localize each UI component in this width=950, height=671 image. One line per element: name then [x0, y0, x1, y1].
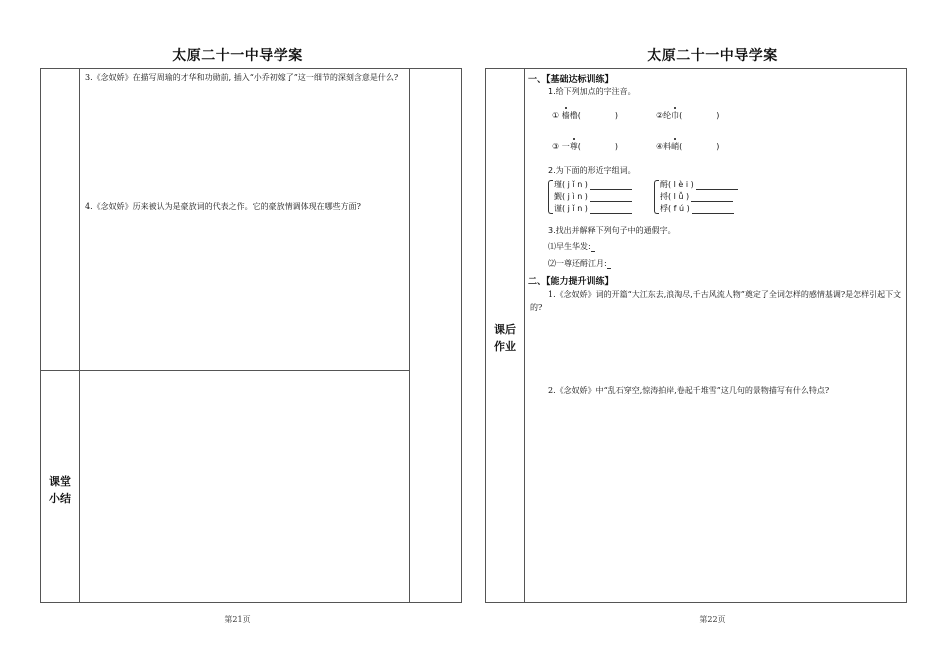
item-text: 料	[663, 142, 672, 151]
word-group-right	[654, 179, 738, 215]
page-title: 太原二十一中导学案	[172, 48, 303, 64]
left-table	[40, 68, 462, 603]
advanced-q1: 1.《念奴娇》词的开篇“大江东去,浪淘尽,千古风流人物”奠定了全词怎样的感情基调?是怎样引起下文的?	[530, 290, 902, 312]
word-row	[654, 191, 738, 203]
section-basic-heading: 一、【基础达标训练】	[528, 75, 614, 85]
word-char: 捋	[660, 192, 668, 201]
word-row	[548, 203, 632, 215]
word-char: 酹	[660, 180, 668, 189]
word-char: 谨	[554, 204, 562, 213]
word-pinyin: ( j ì n )	[562, 192, 588, 201]
item-text: ⑵一尊还酹江月:	[548, 259, 607, 268]
word-row	[548, 191, 632, 203]
section-advanced-heading: 二、【能力提升训练】	[528, 277, 614, 287]
item-text: (	[577, 142, 581, 151]
right-page	[475, 0, 950, 671]
word-pinyin: ( f ú )	[668, 204, 690, 213]
answer-blank[interactable]	[590, 205, 632, 214]
right-table	[485, 68, 907, 603]
answer-blank[interactable]	[696, 181, 738, 190]
pinyin-item-4	[656, 141, 719, 152]
basic-q2: 2.为下面的形近字组词。	[548, 166, 636, 175]
row-divider	[41, 370, 409, 371]
basic-q3: 3.找出并解释下列句子中的通假字。	[548, 226, 676, 235]
homework-label-line2: 作业	[494, 340, 516, 353]
word-pinyin: ( j ǐ n )	[562, 180, 588, 189]
label-column-divider	[524, 69, 525, 602]
page-number: 第21页	[224, 615, 251, 624]
basic-q1: 1.给下列加点的字注音。	[548, 87, 636, 96]
word-row	[654, 179, 738, 191]
dotted-char: 峭	[671, 142, 680, 151]
answer-blank[interactable]	[607, 261, 611, 269]
word-pinyin: ( l ǚ )	[668, 192, 690, 201]
answer-blank[interactable]	[691, 193, 733, 202]
page-number: 第22页	[699, 615, 726, 624]
homework-label	[486, 321, 524, 355]
word-char: 瑾	[554, 180, 562, 189]
summary-label-line1: 课堂	[49, 475, 71, 488]
item-close: )	[614, 111, 618, 120]
item-number: ④	[656, 142, 664, 151]
left-column-divider	[79, 69, 80, 602]
answer-blank[interactable]	[590, 193, 632, 202]
item-text: (	[679, 111, 683, 120]
word-group-left	[548, 179, 632, 215]
right-column-divider	[409, 69, 410, 602]
word-row	[654, 203, 738, 215]
dotted-char: 尊	[569, 142, 578, 151]
item-text: 一	[561, 142, 570, 151]
item-text: (	[679, 142, 683, 151]
item-close: )	[614, 142, 618, 151]
pinyin-item-3	[552, 141, 618, 152]
class-summary-label	[41, 473, 79, 507]
word-row	[548, 179, 632, 191]
word-pinyin: ( j ǐ n )	[562, 204, 588, 213]
pinyin-item-1	[552, 110, 618, 121]
dotted-char: 巾	[671, 111, 680, 120]
item-number: ③	[552, 142, 560, 151]
item-text: ⑴早生华发:	[548, 242, 591, 251]
item-close: )	[716, 111, 720, 120]
question-3: 3.《念奴娇》在描写周瑜的才华和功勋前, 插入“小乔初嫁了”这一细节的深刻含意是什么?	[85, 73, 399, 82]
answer-blank[interactable]	[591, 244, 595, 252]
answer-blank[interactable]	[590, 181, 632, 190]
advanced-q2: 2.《念奴娇》中“乱石穿空,惊涛拍岸,卷起千堆雪”这几句的景物描写有什么特点?	[548, 386, 830, 395]
answer-blank[interactable]	[692, 205, 734, 214]
item-number: ②	[656, 111, 664, 120]
item-text: 橹(	[569, 111, 581, 120]
page-title: 太原二十一中导学案	[647, 48, 778, 64]
summary-label-line2: 小结	[49, 492, 71, 505]
question-4: 4.《念奴娇》历来被认为是豪放词的代表之作。它的豪放情调体现在哪些方面?	[85, 202, 361, 211]
word-pinyin: ( l è i )	[668, 180, 694, 189]
item-close: )	[716, 142, 720, 151]
item-text: 纶	[663, 111, 672, 120]
word-char: 觐	[554, 192, 562, 201]
dotted-char: 樯	[561, 111, 570, 120]
basic-q3-item2	[548, 258, 611, 269]
item-number: ①	[552, 111, 560, 120]
word-char: 桴	[660, 204, 668, 213]
pinyin-item-2	[656, 110, 719, 121]
homework-label-line1: 课后	[494, 323, 516, 336]
basic-q3-item1	[548, 241, 595, 252]
